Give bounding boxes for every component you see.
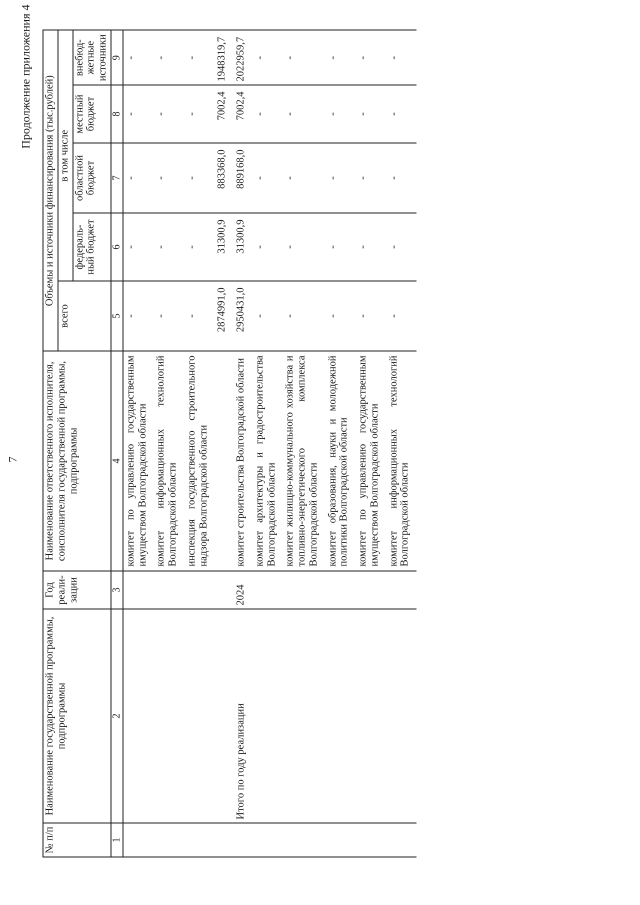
regional-cell: - (122, 143, 153, 213)
local-cell: - (153, 85, 184, 143)
table-row (122, 30, 153, 857)
executor-cell (214, 351, 233, 571)
row-number-cell (282, 823, 324, 857)
regional-cell: - (325, 143, 356, 213)
row-number-cell (153, 823, 184, 857)
table-row (233, 30, 252, 857)
regional-cell: 883368,0 (214, 143, 233, 213)
federal-cell: - (122, 213, 153, 281)
extra-cell: - (355, 30, 386, 85)
year-cell (252, 571, 283, 609)
row-number-cell (355, 823, 386, 857)
extra-cell: - (252, 30, 283, 85)
header-funding-group: Объемы и источники финансирования (тыс.рублей) (43, 30, 58, 351)
regional-cell: - (355, 143, 386, 213)
header-year: Год реали-зации (43, 571, 111, 609)
row-number-cell (214, 823, 233, 857)
federal-cell: - (325, 213, 356, 281)
local-cell: - (282, 85, 324, 143)
local-cell: - (122, 85, 153, 143)
federal-cell: - (355, 213, 386, 281)
extra-cell: - (386, 30, 417, 85)
executor-cell: комитет архитектуры и градостроительства Волгоградской области (252, 351, 283, 571)
executor-cell: комитет строительства Волгоградской области (233, 351, 252, 571)
extra-cell: - (325, 30, 356, 85)
regional-cell: 889168,0 (233, 143, 252, 213)
row-number-cell (233, 823, 252, 857)
header-executor: Наименование ответственного исполнителя, соисполнителя государственной программы, подпрограммы (43, 351, 111, 571)
local-cell: - (386, 85, 417, 143)
row-number-cell (252, 823, 283, 857)
executor-cell: комитет по управлению государственным имуществом Волгоградской области (355, 351, 386, 571)
row-number-cell (325, 823, 356, 857)
federal-cell: 31300,9 (214, 213, 233, 281)
year-cell (184, 571, 215, 609)
federal-cell: - (184, 213, 215, 281)
header-total: всего (57, 281, 110, 351)
row-number-cell (184, 823, 215, 857)
regional-cell: - (184, 143, 215, 213)
executor-cell: комитет образования, науки и молодежной политики Волгоградской области (325, 351, 356, 571)
column-number: 6 (110, 213, 122, 281)
column-number: 2 (110, 609, 122, 823)
column-number: 1 (110, 823, 122, 857)
total-cell: - (252, 281, 283, 351)
header-number: № п/п (43, 823, 111, 857)
federal-cell: - (153, 213, 184, 281)
local-cell: 7002,4 (233, 85, 252, 143)
header-extrabudget: внебюд-жетные источники (72, 30, 110, 85)
column-number: 7 (110, 143, 122, 213)
column-number: 3 (110, 571, 122, 609)
extra-cell: - (184, 30, 215, 85)
executor-cell: комитет по управлению государственным имуществом Волгоградской области (122, 351, 153, 571)
funding-table (42, 29, 416, 857)
local-cell: - (355, 85, 386, 143)
total-cell: - (386, 281, 417, 351)
column-number: 9 (110, 30, 122, 85)
total-cell: - (282, 281, 324, 351)
header-regional: областной бюджет (72, 143, 110, 213)
year-cell (122, 571, 153, 609)
regional-cell: - (282, 143, 324, 213)
local-cell: - (325, 85, 356, 143)
local-cell: - (184, 85, 215, 143)
program-cell (122, 609, 233, 823)
regional-cell: - (386, 143, 417, 213)
page-number: 7 (5, 456, 19, 462)
continuation-title: Продолжение приложения 4 (18, 4, 32, 149)
total-cell: - (122, 281, 153, 351)
column-number: 5 (110, 281, 122, 351)
header-including: в том числе (57, 30, 72, 281)
total-cell: - (325, 281, 356, 351)
executor-cell: комитет информационных технологий Волгоградской области (153, 351, 184, 571)
total-cell: 2950431,0 (233, 281, 252, 351)
extra-cell: - (282, 30, 324, 85)
extra-cell: 1948319,7 (214, 30, 233, 85)
header-local: местный бюджет (72, 85, 110, 143)
executor-cell: комитет информационных технологий Волгоградской области (386, 351, 417, 571)
regional-cell: - (252, 143, 283, 213)
column-number: 4 (110, 351, 122, 571)
header-program: Наименование государственной программы, подпрограммы (43, 609, 111, 823)
total-cell: - (153, 281, 184, 351)
federal-cell: - (386, 213, 417, 281)
row-number-cell (386, 823, 417, 857)
extra-cell: - (122, 30, 153, 85)
year-cell (153, 571, 184, 609)
year-cell (282, 571, 324, 609)
year-cell: 2024 (233, 571, 252, 609)
extra-cell: - (153, 30, 184, 85)
federal-cell: - (252, 213, 283, 281)
column-number: 8 (110, 85, 122, 143)
regional-cell: - (153, 143, 184, 213)
row-number-cell (122, 823, 153, 857)
summary-label: Итого по году реализации (233, 609, 416, 823)
header-federal: федераль-ный бюджет (72, 213, 110, 281)
year-cell (386, 571, 417, 609)
federal-cell: 31300,9 (233, 213, 252, 281)
executor-cell: инспекция государственного строительного надзора Волгоградской области (184, 351, 215, 571)
local-cell: 7002,4 (214, 85, 233, 143)
local-cell: - (252, 85, 283, 143)
year-cell (325, 571, 356, 609)
year-cell (214, 571, 233, 609)
total-cell: - (184, 281, 215, 351)
total-cell: - (355, 281, 386, 351)
extra-cell: 2022959,7 (233, 30, 252, 85)
total-cell: 2874991,0 (214, 281, 233, 351)
executor-cell: комитет жилищно-коммунального хозяйства и топливно-энергетического комплекса Волгоградской области (282, 351, 324, 571)
year-cell (355, 571, 386, 609)
federal-cell: - (282, 213, 324, 281)
